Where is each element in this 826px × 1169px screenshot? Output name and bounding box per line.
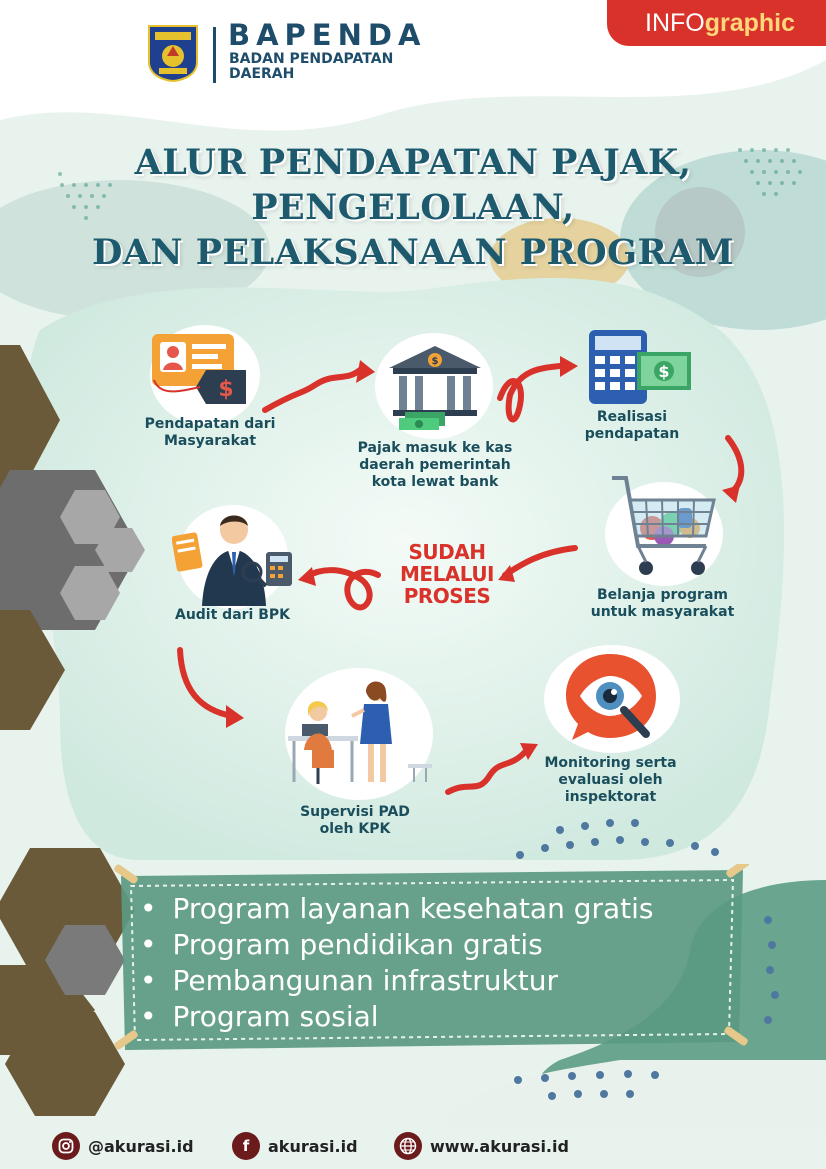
footer-facebook[interactable] <box>232 1130 358 1162</box>
step3-label: Realisasi pendapatan <box>584 409 680 442</box>
program-item: • Program pendidikan gratis <box>140 927 654 963</box>
facebook-icon: f <box>232 1132 260 1160</box>
calculator-money-icon <box>585 326 695 406</box>
page-title <box>60 140 766 275</box>
header-divider <box>213 27 216 83</box>
footer-instagram[interactable] <box>52 1130 194 1162</box>
svg-text:$: $ <box>431 356 439 367</box>
globe-icon <box>394 1132 422 1160</box>
auditor-icon <box>172 510 296 606</box>
id-card-icon <box>148 330 258 410</box>
process-stamp-text: SUDAH MELALUI PROSES <box>400 540 494 608</box>
facebook-handle: akurasi.id <box>268 1136 358 1156</box>
step7-label: Monitoring serta evaluasi oleh inspektorat <box>544 755 677 805</box>
infographic-tag <box>607 0 826 46</box>
svg-text:$: $ <box>218 377 234 402</box>
bank-icon <box>385 342 485 432</box>
title-line-1: ALUR PENDAPATAN PAJAK, <box>134 142 692 183</box>
monitoring-eye-icon <box>564 650 664 750</box>
step5-label: Audit dari BPK <box>174 607 290 623</box>
website-url: www.akurasi.id <box>430 1136 569 1156</box>
city-emblem-logo <box>147 24 199 82</box>
program-item: • Program layanan kesehatan gratis <box>140 891 654 927</box>
instagram-icon <box>52 1132 80 1160</box>
supervision-meeting-icon <box>268 672 448 792</box>
program-list <box>140 891 654 1035</box>
step4-label: Belanja program untuk masyarakat <box>590 587 735 620</box>
step6-label: Supervisi PAD oleh KPK <box>300 804 410 837</box>
title-line-3: DAN PELAKSANAAN PROGRAM <box>91 232 735 273</box>
step1-label: Pendapatan dari Masyarakat <box>144 416 276 449</box>
shopping-cart-icon <box>606 470 724 588</box>
brand-title: BAPENDA <box>228 18 427 52</box>
tag-bold: graphic <box>704 9 796 37</box>
title-line-2: PENGELOLAAN, <box>251 187 575 228</box>
tag-plain: INFO <box>645 9 705 37</box>
svg-text:$: $ <box>658 362 670 381</box>
footer-website[interactable] <box>394 1130 569 1162</box>
program-item: • Program sosial <box>140 999 654 1035</box>
step2-label: Pajak masuk ke kas daerah pemerintah kota lewat bank <box>357 440 513 490</box>
program-item: • Pembangunan infrastruktur <box>140 963 654 999</box>
brand-subtitle: BADAN PENDAPATAN DAERAH <box>229 51 394 82</box>
instagram-handle: @akurasi.id <box>88 1136 194 1156</box>
